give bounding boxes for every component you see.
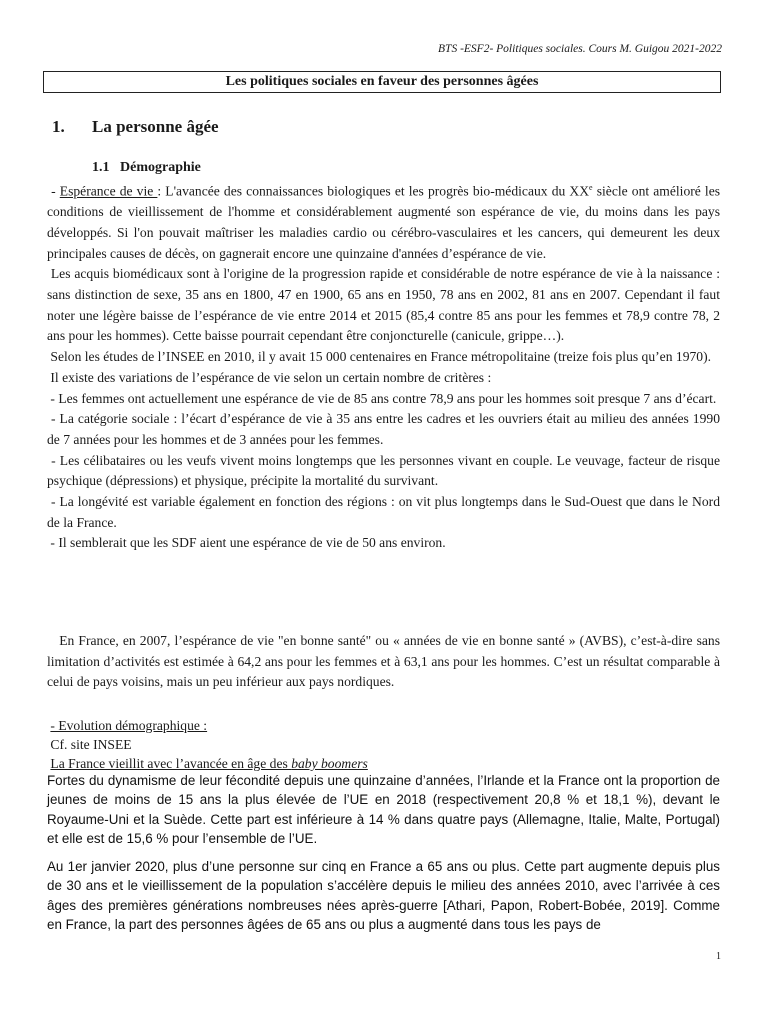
paragraph: Au 1er janvier 2020, plus d’une personne sur cinq en France a 65 ans ou plus. Cette part augmente depuis plus de 30 ans et le vieillissement de la population s’accélère depuis le milieu des années 2010, avec l’arrivée à ces âges des premières générations nombreuses nées après-guerre [Athari, Papon, Robert-Bobée, 2019]. Comme en France, la part des personnes âgées de 65 ans ou plus a augmenté dans tous les pays de bbox=[47, 859, 720, 933]
evolution-header bbox=[47, 716, 720, 773]
running-head: BTS -ESF2- Politiques sociales. Cours M. Guigou 2021-2022 bbox=[438, 43, 722, 55]
list-item: - La longévité est variable également en fonction des régions : on vit plus longtemps dans le Sud-Ouest que dans le Nord de la France. bbox=[47, 494, 720, 530]
paragraph: - Espérance de vie : L'avancée des connaissances biologiques et les progrès bio-médicaux du XXe siècle ont amélioré les conditions de vieillissement de l'homme et considérablement augmenté son espérance de vie, du moins dans les pays développés. Si l'on pouvait maîtriser les maladies cardio ou cérébro-vasculaires et les cancers, qui demeurent les deux principales causes de décès, on gagnerait encore une quinzaine d'années d’espérance de vie. bbox=[47, 183, 721, 261]
section-title: La personne âgée bbox=[92, 117, 219, 136]
paragraph: Selon les études de l’INSEE en 2010, il y avait 15 000 centenaires en France métropolitaine (treize fois plus qu’en 1970). bbox=[50, 349, 712, 365]
esperance-section bbox=[47, 178, 720, 554]
evolution-label: - Evolution démographique : bbox=[50, 718, 208, 733]
esperance-label: Espérance de vie bbox=[59, 183, 158, 199]
list-item: - Les femmes ont actuellement une espérance de vie de 85 ans contre 78,9 ans pour les hommes soit presque 7 ans d’écart. bbox=[50, 390, 717, 406]
subsection-heading bbox=[92, 160, 201, 176]
evolution-body bbox=[47, 771, 720, 943]
document-title: Les politiques sociales en faveur des personnes âgées bbox=[43, 71, 721, 93]
subsection-number: 1.1 bbox=[92, 160, 110, 175]
subsection-title: Démographie bbox=[120, 160, 201, 175]
evolution-subtitle: La France vieillit avec l’avancée en âge des baby boomers bbox=[50, 756, 368, 771]
section-heading bbox=[52, 117, 219, 137]
section-number: 1. bbox=[52, 117, 65, 136]
avbs-paragraph: En France, en 2007, l’espérance de vie "en bonne santé" ou « années de vie en bonne santé » (AVBS), c’est-à-dire sans limitation d’activités est estimée à 64,2 ans pour les femmes et à 63,1 ans pour les hommes. C’est un résultat comparable à celui de pays voisins, mais un peu inférieur aux pays nordiques. bbox=[47, 633, 720, 690]
paragraph: Il existe des variations de l’espérance de vie selon un certain nombre de critères : bbox=[50, 369, 492, 385]
paragraph: Fortes du dynamisme de leur fécondité depuis une quinzaine d’années, l’Irlande et la France ont la proportion de jeunes de moins de 15 ans la plus élevée de l’UE en 2018 (respectivement 20,8 % et 18,1 %), devant le Royaume-Uni et la Suède. Cette part est inférieure à 14 % dans quatre pays (Allemagne, Italie, Malte, Portugal) et elle est de 15,6 % pour l’ensemble de l’UE. bbox=[47, 773, 720, 846]
page-number: 1 bbox=[716, 951, 721, 962]
list-item: - La catégorie sociale : l’écart d’espérance de vie à 35 ans entre les cadres et les ouvriers était au milieu des années 1990 de 7 années pour les hommes et de 3 années pour les femmes. bbox=[47, 411, 720, 447]
list-item: - Les célibataires ou les veufs vivent moins longtemps que les personnes vivant en couple. Le veuvage, facteur de risque psychique (dépressions) et physique, précipite la mortalité du survivant. bbox=[47, 452, 721, 489]
evolution-reference: Cf. site INSEE bbox=[50, 737, 132, 752]
paragraph: Les acquis biomédicaux sont à l'origine de la progression rapide et considérable de notre espérance de vie à la naissance : sans distinction de sexe, 35 ans en 1800, 47 en 1900, 65 ans en 1950, 78 ans en 2002, 81 ans en 2007. Cependant il faut noter une légère baisse de l’espérance de vie entre 2014 et 2015 (85,4 contre 85 ans pour les femmes et 78,9 contre 78, 2 ans pour les hommes). Cette baisse pourrait cependant être conjoncturelle (canicule, grippe…). bbox=[47, 266, 720, 344]
list-item: - Il semblerait que les SDF aient une espérance de vie de 50 ans environ. bbox=[50, 535, 446, 551]
